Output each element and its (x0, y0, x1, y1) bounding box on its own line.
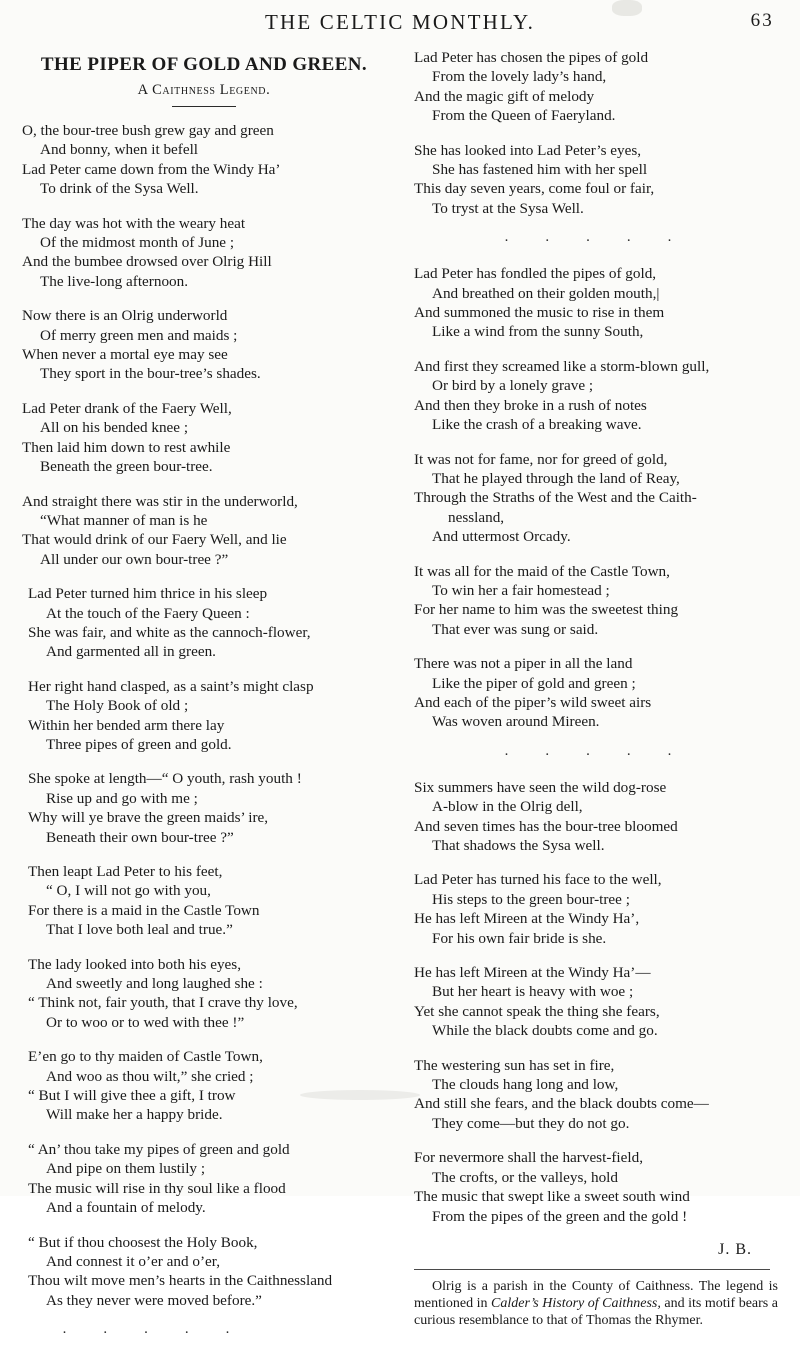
poem-line: Within her bended arm there lay (28, 716, 225, 734)
poem-line: “ Think not, fair youth, that I crave thy love, (28, 994, 298, 1012)
poem-line: Lad Peter has turned his face to the well, (414, 871, 662, 889)
poem-line: He has left Mireen at the Windy Ha’— (414, 964, 651, 982)
poem-line: “ O, I will not go with you, (46, 882, 211, 900)
stanza (22, 121, 386, 199)
poem-line: Yet she cannot speak the thing she fears, (414, 1002, 660, 1020)
poem-line: It was not for fame, nor for greed of gold, (414, 450, 668, 468)
poem-line: And the bumbee drowsed over Olrig Hill (22, 253, 272, 271)
stanza (22, 492, 386, 570)
poem-line: The clouds hang long and low, (432, 1076, 619, 1094)
poem-line: Six summers have seen the wild dog-rose (414, 778, 667, 796)
running-head (0, 0, 800, 40)
author-signature: J. B. (718, 1240, 752, 1258)
poem-line: And still she fears, and the black doubts come— (414, 1095, 709, 1113)
right-stanza-list-3 (414, 778, 778, 1226)
stanza (414, 963, 778, 1041)
poem-subtitle: A Caithness Legend. (137, 82, 271, 98)
poem-line: Now there is an Olrig underworld (22, 307, 228, 325)
poem-line: She was fair, and white as the cannoch-flower, (28, 623, 311, 641)
title-divider (172, 106, 236, 107)
poem-line: And each of the piper’s wild sweet airs (414, 693, 652, 711)
poem-line: O, the bour-tree bush grew gay and green (22, 122, 274, 139)
poem-line: Like a wind from the sunny South, (432, 323, 644, 341)
section-dot-break: · · · · · (62, 1325, 246, 1342)
poem-line: From the Queen of Faeryland. (432, 107, 616, 125)
poem-line: All on his bended knee ; (40, 419, 189, 437)
poem-line: And first they screamed like a storm-blown gull, (414, 357, 710, 375)
stanza (22, 306, 386, 384)
poem-line: That ever was sung or said. (432, 620, 599, 638)
footnote-text-part2: and its motif bears a curious resemblance to that of Thomas the Rhymer. (414, 1296, 778, 1329)
poem-line: The Holy Book of old ; (46, 697, 189, 715)
poem-line: Or bird by a lonely grave ; (432, 377, 594, 395)
stanza (414, 141, 778, 219)
poem-line: Will make her a happy bride. (46, 1106, 223, 1124)
stanza (414, 48, 778, 126)
stanza (414, 357, 778, 435)
stanza (414, 870, 778, 948)
stanza (22, 584, 386, 662)
footnote (414, 1278, 778, 1330)
poem-line: And breathed on their golden mouth,| (432, 284, 660, 302)
two-column-body (0, 40, 800, 1356)
poem-line: As they never were moved before.” (46, 1291, 262, 1309)
stanza (22, 769, 386, 847)
poem-line: Rise up and go with me ; (46, 789, 198, 807)
poem-line: The music that swept like a sweet south wind (414, 1188, 690, 1206)
poem-line: But her heart is heavy with woe ; (432, 983, 634, 1001)
poem-line: Lad Peter has fondled the pipes of gold, (414, 265, 657, 283)
poem-line: Beneath the green bour-tree. (40, 458, 213, 476)
poem-line: There was not a piper in all the land (414, 655, 633, 673)
poem-line: “ But I will give thee a gift, I trow (28, 1087, 236, 1105)
poem-line: The live-long afternoon. (40, 272, 189, 290)
poem-line: “ But if thou choosest the Holy Book, (28, 1233, 258, 1251)
poem-line: And seven times has the bour-tree bloomed (414, 817, 678, 835)
footnote-divider (414, 1269, 770, 1270)
poem-line: Then leapt Lad Peter to his feet, (28, 863, 223, 880)
poem-line: And summoned the music to rise in them (414, 304, 665, 322)
poem-line: Beneath their own bour-tree ?” (46, 828, 234, 846)
poem-line: Of the midmost month of June ; (40, 234, 235, 252)
poem-line: His steps to the green bour-tree ; (432, 890, 630, 908)
poem-line: And connest it o’er and o’er, (46, 1252, 220, 1270)
poem-line: At the touch of the Faery Queen : (46, 604, 250, 622)
poem-line: Lad Peter has chosen the pipes of gold (414, 49, 649, 66)
poem-line: And a fountain of melody. (46, 1199, 206, 1217)
poem-line: The day was hot with the weary heat (22, 214, 246, 232)
poem-line: The lady looked into both his eyes, (28, 955, 242, 973)
poem-line: nessland, (448, 508, 505, 526)
stanza (414, 450, 778, 547)
footnote-citation: Calder’s History of Caithness, (491, 1296, 661, 1312)
poem-line: The crofts, or the valleys, hold (432, 1168, 618, 1186)
poem-line: Her right hand clasped, as a saint’s might clasp (28, 677, 314, 695)
footnote-text-part1: Olrig is a parish in the County of Caithness. The legend is mentioned in (414, 1278, 778, 1312)
stanza (22, 1140, 386, 1218)
stanza (414, 654, 778, 732)
poem-line: And pipe on them lustily ; (46, 1160, 206, 1178)
poem-line: From the lovely lady’s hand, (432, 68, 607, 86)
poem-line: Lad Peter turned him thrice in his sleep (28, 585, 268, 603)
poem-line: Like the crash of a breaking wave. (432, 416, 642, 434)
poem-line: “ An’ thou take my pipes of green and gold (28, 1140, 290, 1158)
stanza (22, 1233, 386, 1311)
poem-line: When never a mortal eye may see (22, 346, 228, 364)
poem-line: He has left Mireen at the Windy Ha’, (414, 910, 640, 928)
poem-line: E’en go to thy maiden of Castle Town, (28, 1048, 263, 1066)
stanza (414, 1148, 778, 1226)
poem-line: Lad Peter came down from the Windy Ha’ (22, 160, 281, 178)
left-column (22, 48, 394, 1356)
poem-line: And bonny, when it befell (40, 141, 199, 159)
stanza (414, 1056, 778, 1134)
stanza (22, 862, 386, 940)
poem-line: She spoke at length—“ O youth, rash youth ! (28, 770, 302, 788)
poem-line: “What manner of man is he (40, 511, 208, 529)
poem-line: All under our own bour-tree ?” (40, 550, 229, 568)
poem-line: And garmented all in green. (46, 643, 216, 661)
right-stanza-list-2 (414, 264, 778, 732)
stanza (414, 264, 778, 342)
poem-line: This day seven years, come foul or fair, (414, 180, 655, 198)
stanza (22, 677, 386, 755)
poem-line: The music will rise in thy soul like a flood (28, 1179, 286, 1197)
poem-line: Three pipes of green and gold. (46, 735, 232, 753)
poem-line: That he played through the land of Reay, (432, 469, 680, 487)
stanza (414, 778, 778, 856)
page-smudge-lower (300, 1090, 420, 1100)
poem-line: Or to woo or to wed with thee !” (46, 1013, 245, 1031)
poem-line: To win her a fair homestead ; (432, 581, 610, 599)
right-stanza-list-1 (414, 48, 778, 218)
stanza (22, 1047, 386, 1125)
poem-line: And straight there was stir in the underworld, (22, 492, 298, 510)
poem-line: The westering sun has set in fire, (414, 1056, 615, 1074)
journal-title: THE CELTIC MONTHLY. (264, 10, 536, 34)
poem-line: For her name to him was the sweetest thing (414, 601, 679, 619)
poem-line: To drink of the Sysa Well. (40, 180, 199, 198)
poem-line: Thou wilt move men’s hearts in the Caithnessland (28, 1272, 333, 1290)
page-number: 63 (750, 10, 774, 31)
poem-line: Why will ye brave the green maids’ ire, (28, 809, 269, 827)
poem-line: Then laid him down to rest awhile (22, 438, 231, 456)
poem-line: For his own fair bride is she. (432, 929, 607, 947)
poem-line: They come—but they do not go. (432, 1114, 630, 1132)
poem-line: She has fastened him with her spell (432, 161, 648, 179)
left-stanza-list (22, 121, 386, 1310)
right-column (406, 48, 778, 1356)
poem-line: That I love both leal and true.” (46, 921, 233, 939)
poem-line: That shadows the Sysa well. (432, 837, 605, 854)
poem-line: Was woven around Mireen. (432, 713, 600, 731)
stanza (22, 955, 386, 1033)
poem-line: A-blow in the Olrig dell, (432, 798, 583, 816)
poem-line: Of merry green men and maids ; (40, 326, 238, 344)
stanza (22, 214, 386, 292)
poem-line: She has looked into Lad Peter’s eyes, (414, 141, 642, 159)
poem-line: They sport in the bour-tree’s shades. (40, 365, 261, 383)
poem-line: For nevermore shall the harvest-field, (414, 1149, 643, 1167)
poem-line: It was all for the maid of the Castle Town, (414, 562, 670, 580)
poem-line: While the black doubts come and go. (432, 1022, 658, 1040)
section-dot-break-1: · · · · · (504, 233, 688, 250)
poem-line: And sweetly and long laughed she : (46, 975, 263, 993)
page-title: THE PIPER OF GOLD AND GREEN. (40, 54, 368, 75)
poem-line: And then they broke in a rush of notes (414, 396, 647, 414)
poem-line: To tryst at the Sysa Well. (432, 199, 584, 217)
poem-line: From the pipes of the green and the gold ! (432, 1207, 688, 1225)
poem-line: Through the Straths of the West and the Caith- (414, 489, 697, 507)
stanza (414, 562, 778, 640)
poem-line: That would drink of our Faery Well, and lie (22, 531, 287, 549)
stanza (22, 399, 386, 477)
poem-line: Like the piper of gold and green ; (432, 674, 636, 692)
section-dot-break-2: · · · · · (504, 746, 688, 763)
poem-line: And uttermost Orcady. (432, 528, 571, 546)
poem-line: And woo as thou wilt,” she cried ; (46, 1067, 254, 1085)
poem-line: And the magic gift of melody (414, 87, 595, 105)
poem-line: For there is a maid in the Castle Town (28, 901, 260, 919)
poem-line: Lad Peter drank of the Faery Well, (22, 399, 232, 417)
